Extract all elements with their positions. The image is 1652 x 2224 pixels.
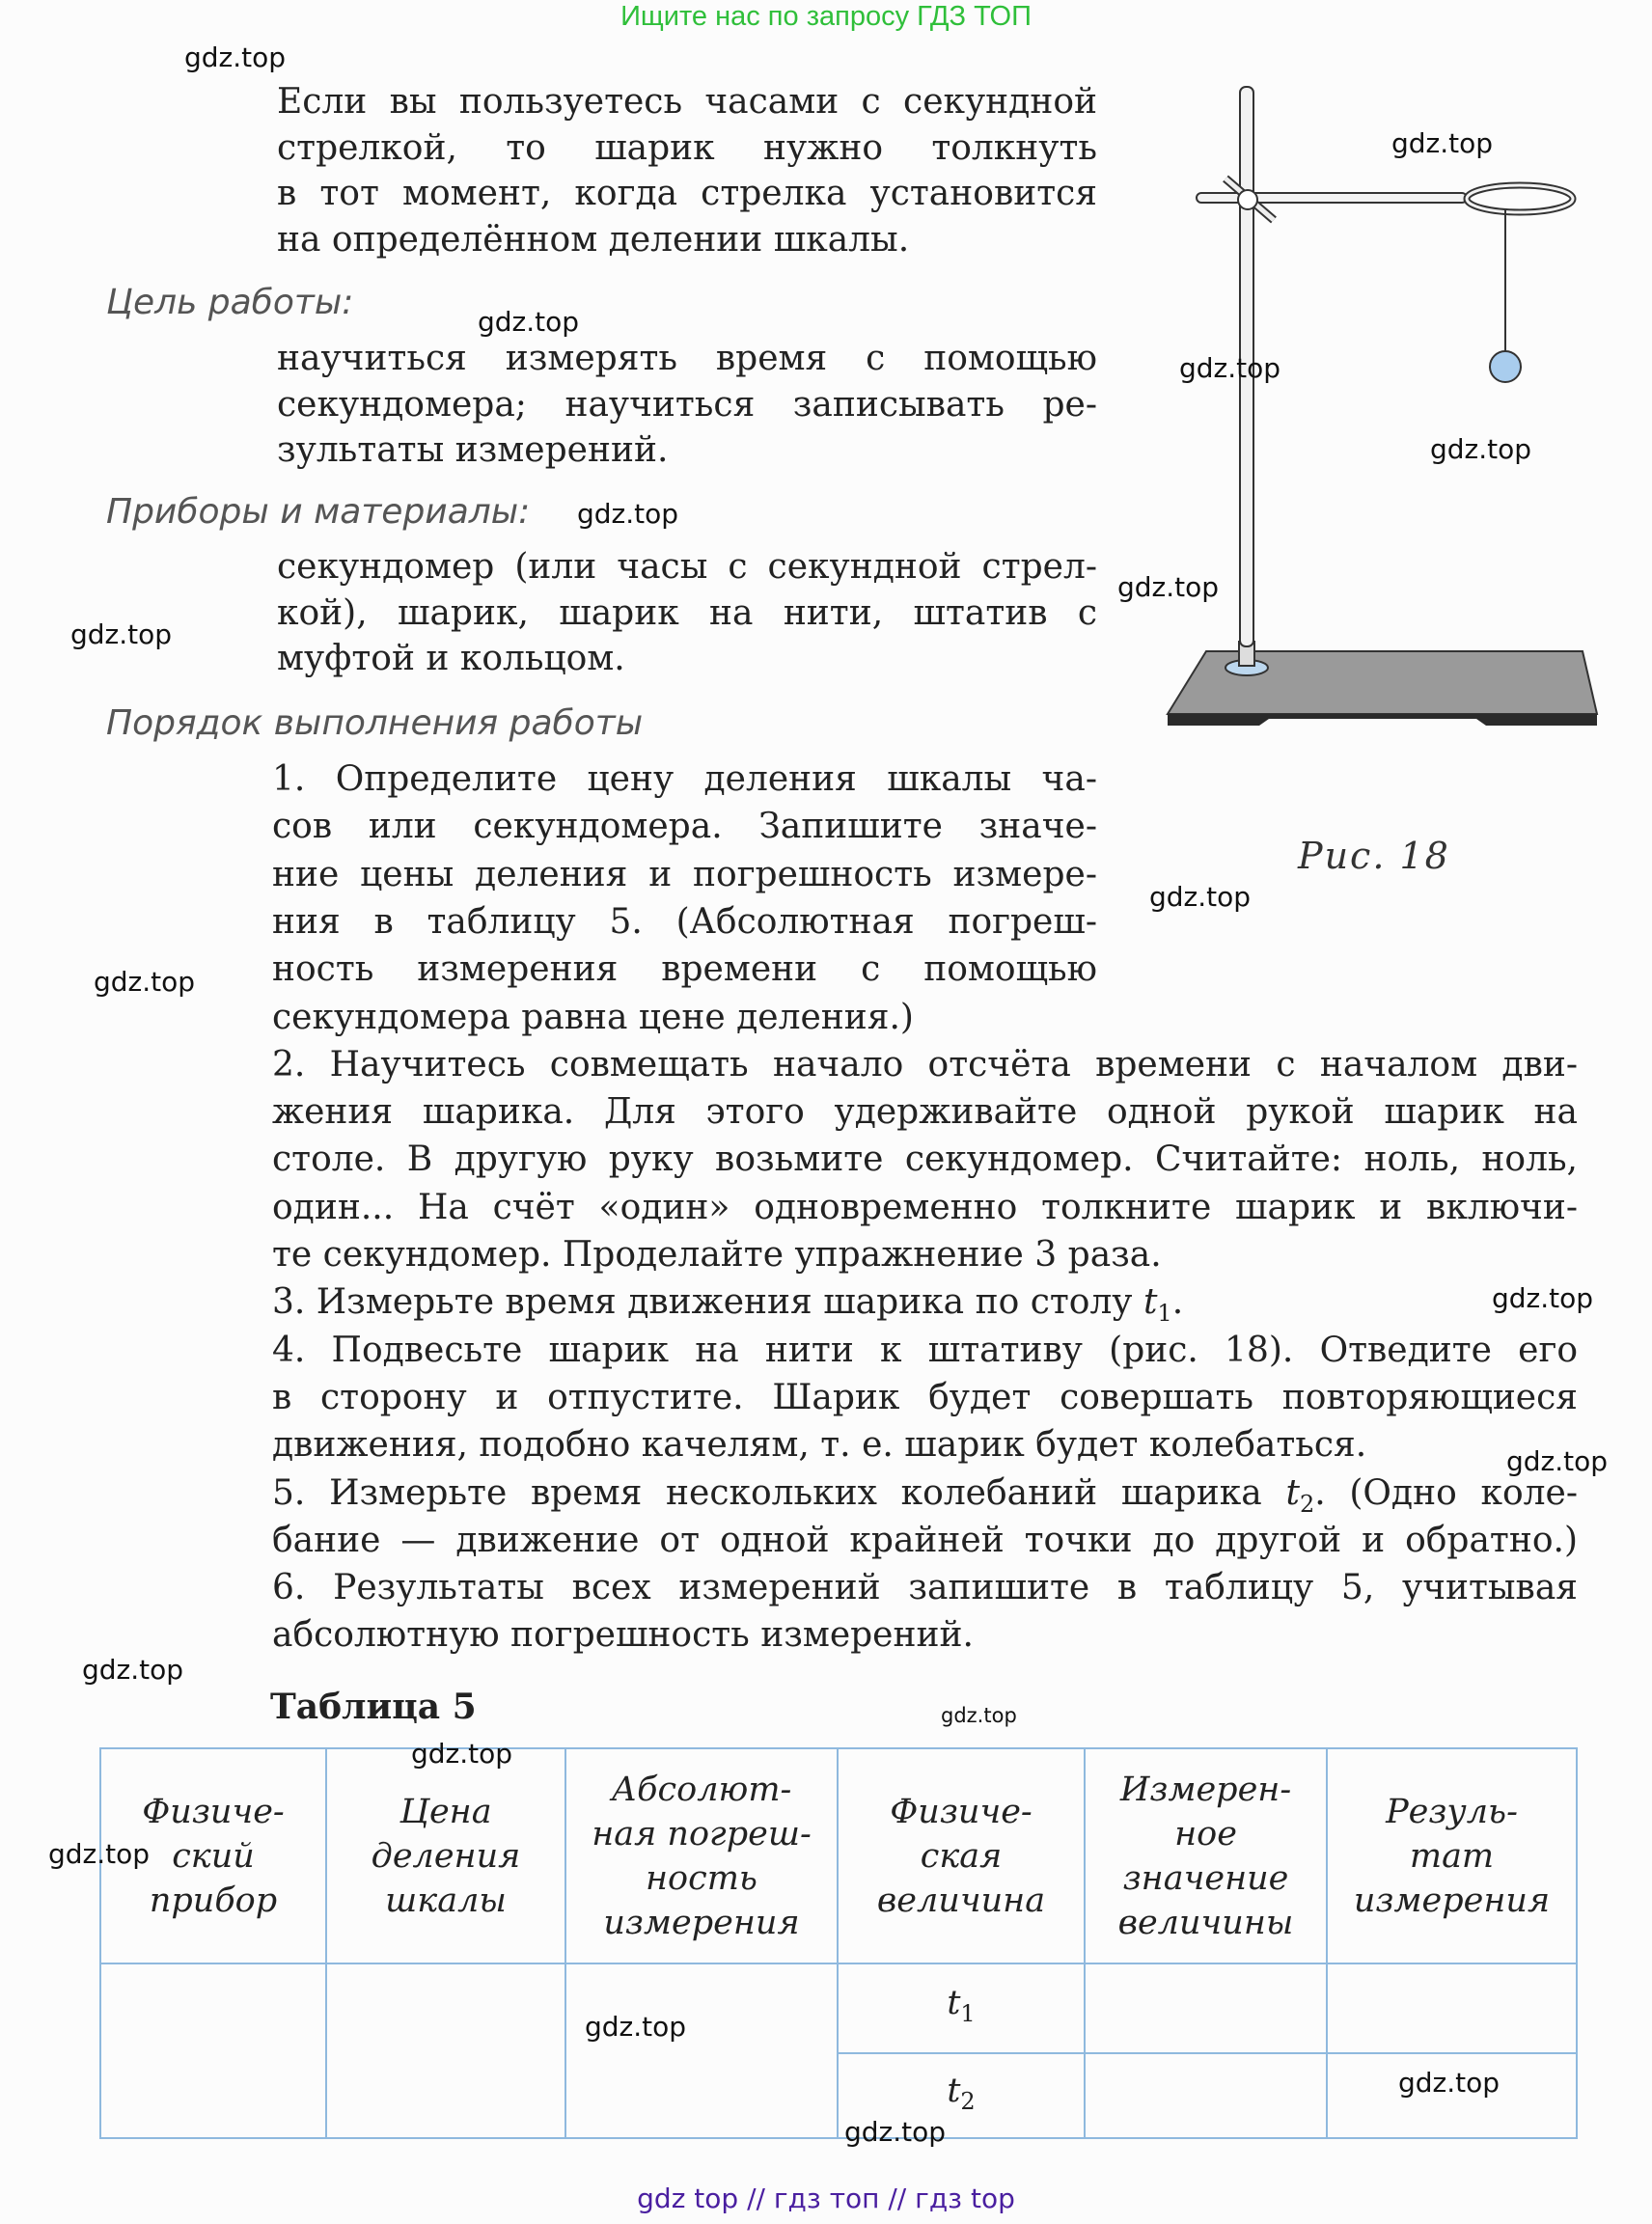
quantity-symbol: t bbox=[947, 1984, 961, 2022]
watermark: gdz.top bbox=[1430, 433, 1532, 465]
table-row bbox=[100, 1963, 1577, 2053]
cell-measured-t1[interactable] bbox=[1085, 1963, 1327, 2053]
cell-absolute-error[interactable] bbox=[565, 1963, 838, 2138]
figure-stand-pendulum bbox=[1139, 77, 1602, 849]
figure-caption: Рис. 18 bbox=[1298, 835, 1450, 877]
text-line: зультаты измерений. bbox=[277, 430, 669, 470]
header-measured-value: Измерен- ное значение величины bbox=[1085, 1748, 1327, 1963]
text-line: столе. В другую руку возьмите секундомер. Считайте: ноль, ноль, bbox=[272, 1139, 1578, 1180]
text-line: на определённом делении шкалы. bbox=[277, 219, 910, 260]
variable-symbol: t bbox=[1143, 1282, 1158, 1323]
watermark: gdz.top bbox=[184, 41, 287, 73]
text-line: секундомера; научиться записывать ре- bbox=[277, 384, 1097, 425]
pendulum-ball-icon bbox=[1490, 208, 1521, 382]
quantity-subscript: 2 bbox=[960, 2087, 976, 2115]
cell-instrument[interactable] bbox=[100, 1963, 326, 2138]
header-scale-division: Цена деления шкалы bbox=[326, 1748, 565, 1963]
text-line: сов или секундомера. Запишите значе- bbox=[272, 807, 1097, 847]
header-result: Резуль- тат измерения bbox=[1327, 1748, 1577, 1963]
text-line: 3. Измерьте время движения шарика по столу $t_1$. bbox=[272, 1282, 1184, 1328]
quantity-symbol: t bbox=[947, 2071, 961, 2110]
text-line: бание — движение от одной крайней точки до другой и обратно.) bbox=[272, 1520, 1578, 1560]
watermark: gdz.top bbox=[1398, 2067, 1501, 2099]
watermark: gdz.top bbox=[94, 966, 196, 998]
header-absolute-error: Абсолют- ная погреш- ность измерения bbox=[565, 1748, 838, 1963]
text-line: кой), шарик, шарик на нити, штатив с bbox=[277, 592, 1097, 633]
cell-scale-division[interactable] bbox=[326, 1963, 565, 2138]
table-header-row bbox=[100, 1748, 1577, 1963]
materials-heading: Приборы и материалы: bbox=[106, 492, 531, 532]
text-line: Если вы пользуетесь часами с секундной bbox=[277, 82, 1097, 122]
watermark: gdz.top bbox=[1149, 881, 1252, 913]
watermark: gdz.top bbox=[1117, 571, 1220, 603]
variable-subscript: 2 bbox=[1299, 1490, 1315, 1518]
procedure-heading: Порядок выполнения работы bbox=[106, 703, 644, 743]
text-line: муфтой и кольцом. bbox=[277, 639, 625, 678]
watermark: gdz.top bbox=[411, 1738, 513, 1770]
watermark: gdz.top bbox=[70, 618, 173, 650]
search-banner[interactable]: Ищите нас по запросу ГДЗ ТОП bbox=[620, 1, 1032, 32]
text-line: 1. Определите цену деления шкалы ча- bbox=[272, 759, 1097, 799]
text-line: ние цены деления и погрешность измере- bbox=[272, 854, 1097, 894]
goal-heading: Цель работы: bbox=[106, 283, 354, 322]
watermark: gdz.top bbox=[1391, 127, 1494, 159]
text-line: 2. Научитесь совмещать начало отсчёта времени с началом дви- bbox=[272, 1044, 1578, 1085]
watermark: gdz.top bbox=[82, 1654, 184, 1686]
text-line: в сторону и отпустите. Шарик будет совершать повторяющиеся bbox=[272, 1377, 1578, 1417]
cell-result-t1[interactable] bbox=[1327, 1963, 1577, 2053]
watermark: gdz.top bbox=[478, 306, 580, 338]
cell-quantity-t1 bbox=[838, 1963, 1085, 2053]
watermark: gdz.top bbox=[577, 498, 679, 530]
text-line: секундомер (или часы с секундной стрел- bbox=[277, 547, 1097, 587]
text-line: 5. Измерьте время нескольких колебаний шарика $t_2$. (Одно коле- bbox=[272, 1472, 1578, 1518]
text-line: 4. Подвесьте шарик на нити к штативу (рис. 18). Отведите его bbox=[272, 1330, 1578, 1370]
watermark: gdz.top bbox=[1506, 1445, 1609, 1477]
text-line: секундомера равна цене деления.) bbox=[272, 997, 914, 1037]
variable-subscript: 1 bbox=[1157, 1300, 1172, 1328]
text-line: один... На счёт «один» одновременно толкните шарик и включи- bbox=[272, 1187, 1578, 1227]
text-line: стрелкой, то шарик нужно толкнуть bbox=[277, 127, 1097, 168]
text-line: жения шарика. Для этого удерживайте одной рукой шарик на bbox=[272, 1092, 1578, 1133]
watermark: gdz.top bbox=[1492, 1282, 1594, 1314]
text-line: абсолютную погрешность измерений. bbox=[272, 1615, 974, 1656]
cell-measured-t2[interactable] bbox=[1085, 2053, 1327, 2138]
watermark: gdz.top bbox=[585, 2011, 687, 2043]
text-line: 6. Результаты всех измерений запишите в таблицу 5, учитывая bbox=[272, 1568, 1578, 1608]
text-line: научиться измерять время с помощью bbox=[277, 339, 1097, 378]
watermark: gdz.top bbox=[48, 1838, 151, 1870]
text-line: ность измерения времени с помощью bbox=[272, 949, 1097, 990]
footer-links[interactable]: gdz top // гдз топ // гдз top bbox=[637, 2183, 1015, 2214]
watermark: gdz.top bbox=[1179, 352, 1281, 384]
text-line: в тот момент, когда стрелка установится bbox=[277, 174, 1097, 213]
quantity-subscript: 1 bbox=[960, 2000, 976, 2027]
variable-symbol: t bbox=[1285, 1472, 1300, 1513]
watermark: gdz.top bbox=[941, 1704, 1017, 1727]
text-line: движения, подобно качелям, т. е. шарик будет колебаться. bbox=[272, 1425, 1367, 1466]
text-line: ния в таблицу 5. (Абсолютная погреш- bbox=[272, 901, 1097, 942]
measurement-table bbox=[99, 1747, 1578, 2139]
table-title: Таблица 5 bbox=[270, 1687, 477, 1727]
text-line: те секундомер. Проделайте упражнение 3 раза. bbox=[272, 1235, 1162, 1275]
header-physical-quantity: Физиче- ская величина bbox=[838, 1748, 1085, 1963]
header-instrument: Физиче- ский прибор bbox=[100, 1748, 326, 1963]
watermark: gdz.top bbox=[844, 2116, 947, 2148]
